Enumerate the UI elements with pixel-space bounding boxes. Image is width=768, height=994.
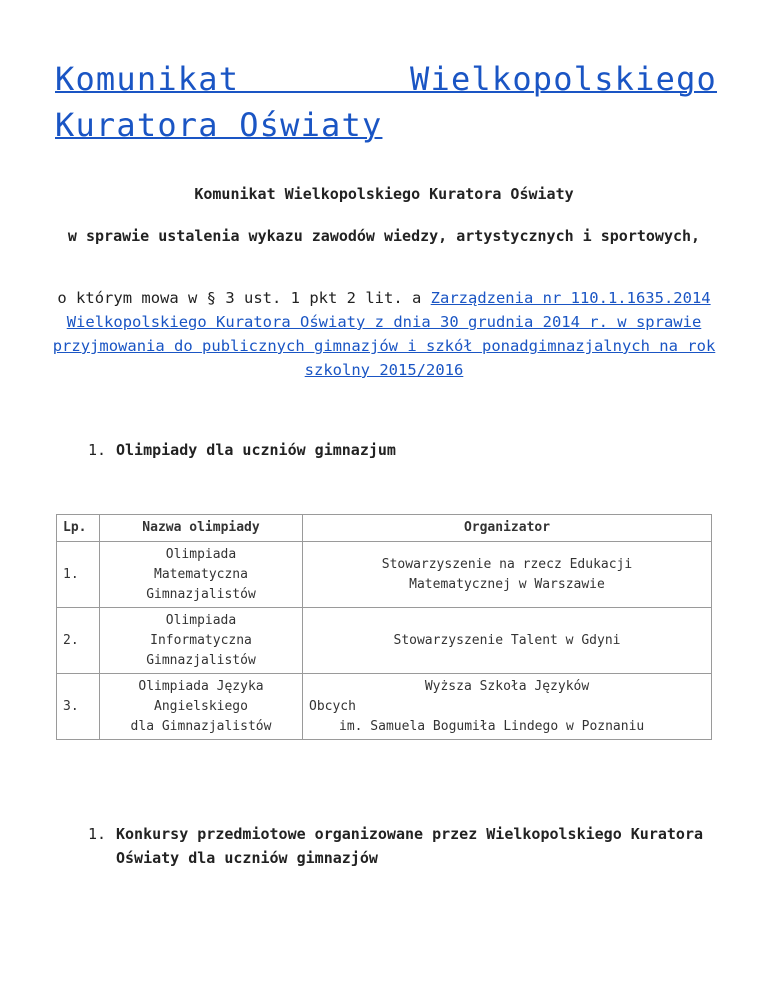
page-title-link[interactable]: Komunikat Wielkopolskiego Kuratora Oświaty bbox=[55, 60, 717, 144]
cell-name bbox=[100, 608, 303, 674]
column-header-name: Nazwa olimpiady bbox=[100, 515, 303, 542]
regulation-link[interactable]: Zarządzenia nr 110.1.1635.2014 Wielkopolskiego Kuratora Oświaty z dnia 30 grudnia 2014 r. w sprawie przyjmowania do publicznych gimnazjów i szkół ponadgimnazjalnych na rok szkolny 2015/2016 bbox=[52, 289, 716, 379]
section-number: 1. bbox=[88, 441, 107, 459]
cell-line: Matematycznej w Warszawie bbox=[409, 576, 605, 592]
table-row bbox=[57, 674, 712, 740]
announcement-heading: Komunikat Wielkopolskiego Kuratora Oświaty bbox=[194, 185, 574, 203]
section-competitions-heading bbox=[88, 822, 728, 870]
section-label: Konkursy przedmiotowe organizowane przez Wielkopolskiego Kuratora Oświaty dla uczniów gimnazjów bbox=[116, 825, 703, 867]
section-number: 1. bbox=[88, 825, 107, 843]
cell-line: Informatyczna bbox=[150, 632, 252, 648]
cell-line: Gimnazjalistów bbox=[146, 652, 256, 668]
column-header-organizer: Organizator bbox=[303, 515, 712, 542]
cell-line: Gimnazjalistów bbox=[146, 586, 256, 602]
cell-line: Stowarzyszenie Talent w Gdyni bbox=[393, 632, 621, 648]
cell-lp: 3. bbox=[57, 674, 100, 740]
section-olympiads-heading bbox=[88, 438, 396, 462]
cell-line: Olimpiada Języka bbox=[138, 678, 264, 694]
cell-organizer bbox=[303, 608, 712, 674]
cell-organizer bbox=[303, 674, 712, 740]
table-row bbox=[57, 608, 712, 674]
cell-line: Olimpiada bbox=[165, 546, 237, 562]
cell-organizer bbox=[303, 542, 712, 608]
cell-name bbox=[100, 674, 303, 740]
cell-lp: 2. bbox=[57, 608, 100, 674]
cell-line: Matematyczna bbox=[154, 566, 248, 582]
column-header-lp: Lp. bbox=[57, 515, 100, 542]
cell-line: Wyższa Szkoła Języków bbox=[424, 678, 590, 694]
cell-line: Stowarzyszenie na rzecz Edukacji bbox=[381, 556, 633, 572]
cell-line: im. Samuela Bogumiła Lindego w Poznaniu bbox=[339, 718, 645, 734]
table-row bbox=[57, 542, 712, 608]
olympiads-table bbox=[56, 514, 712, 740]
cell-lp: 1. bbox=[57, 542, 100, 608]
cell-line: dla Gimnazjalistów bbox=[130, 718, 272, 734]
intro-prefix: o którym mowa w § 3 ust. 1 pkt 2 lit. a bbox=[57, 289, 431, 307]
section-label: Olimpiady dla uczniów gimnazjum bbox=[116, 441, 396, 459]
cell-line: Angielskiego bbox=[154, 698, 248, 714]
announcement-subheading: w sprawie ustalenia wykazu zawodów wiedzy, artystycznych i sportowych, bbox=[67, 227, 701, 245]
cell-line: Obcych bbox=[309, 698, 356, 714]
page-title bbox=[55, 56, 717, 148]
cell-name bbox=[100, 542, 303, 608]
cell-line: Olimpiada bbox=[165, 612, 237, 628]
table-header-row bbox=[57, 515, 712, 542]
intro-paragraph bbox=[38, 286, 730, 382]
